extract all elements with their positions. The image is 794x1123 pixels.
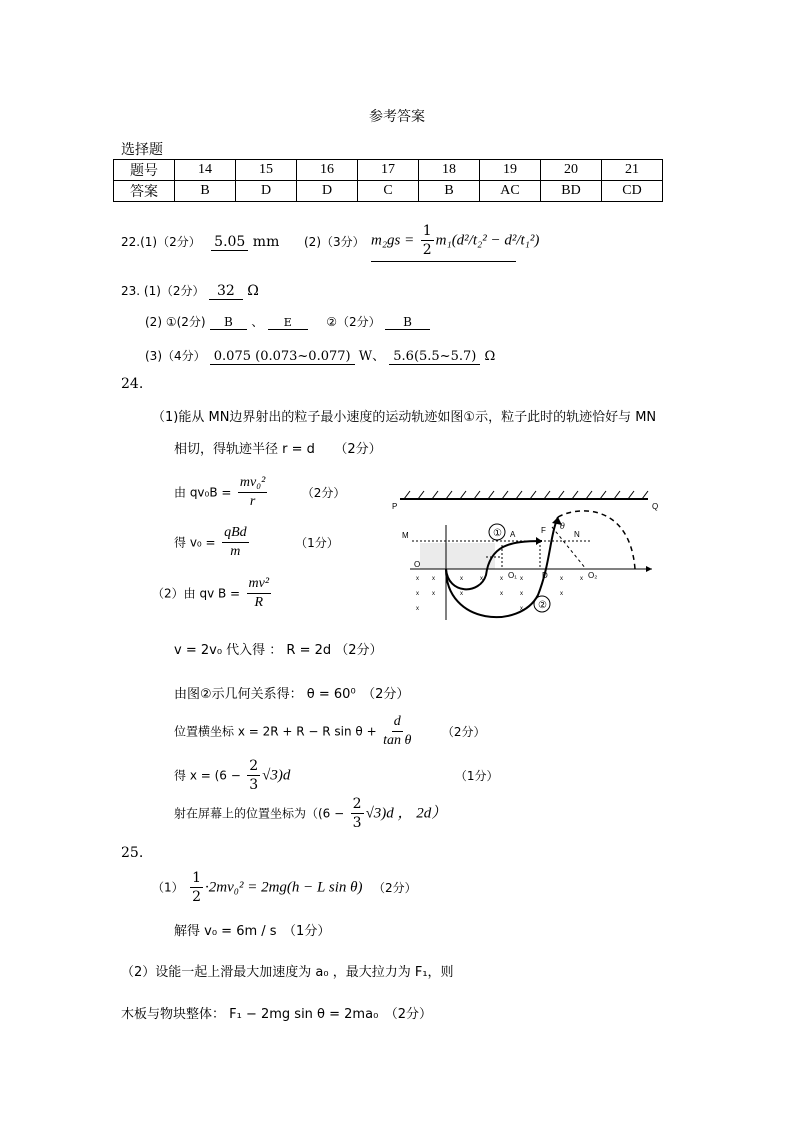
field-crosses	[416, 576, 583, 612]
q24-eq1-score: （2分）	[301, 485, 346, 500]
q24-eq2-fraction: $\frac{\text{qBd}}{m}$	[224, 525, 247, 559]
svg-text:x: x	[480, 576, 483, 582]
q24-p2-line2: v = 2v₀ 代入得 ： R = 2d （2分）	[174, 643, 383, 658]
q23-line3-unit: Ω	[484, 349, 496, 364]
svg-text:x: x	[520, 606, 523, 612]
label-O1: O₁	[508, 571, 517, 580]
svg-text:x: x	[580, 576, 583, 582]
table-cell: B	[419, 181, 480, 202]
q23-line1-value: 32	[209, 283, 243, 300]
table-cell: 20	[541, 160, 602, 181]
label-M: M	[402, 531, 409, 540]
label-theta: θ	[560, 522, 565, 531]
q24-p2-line6	[174, 795, 446, 832]
q24-p2-eq	[152, 575, 273, 612]
q22-line	[121, 233, 279, 251]
table-cell: C	[358, 181, 419, 202]
table-row-numbers	[114, 160, 663, 181]
svg-text:x: x	[416, 606, 419, 612]
q24-p2-line4-prefix: 位置横坐标 x = 2R + R − R sin θ +	[174, 724, 377, 739]
q24-eq1-prefix: 由 qv₀B =	[174, 485, 232, 500]
label-N: N	[574, 530, 580, 539]
trajectory-1-arrow	[536, 537, 542, 545]
q24-p2-line4-score: （2分）	[441, 724, 486, 739]
table-cell: 16	[297, 160, 358, 181]
q25-p1-equation: ·2mv₀² = 2mg(h − L sin θ)	[205, 879, 363, 896]
svg-text:x: x	[560, 576, 563, 582]
svg-text:x: x	[460, 591, 463, 597]
q24-p2-fraction: $\frac{\text{mv²}}{R}$	[248, 576, 270, 610]
q25-p1-eq	[152, 869, 417, 906]
table-cell: B	[175, 181, 236, 202]
helper-line-radius	[552, 527, 586, 569]
circle-label-1: ①	[493, 528, 502, 539]
page-title: 参考答案	[369, 109, 425, 125]
q22-half-fraction: $\frac{1}{2}$	[422, 223, 432, 258]
q25-p1-score: （2分）	[372, 880, 417, 895]
q24-eq1-fraction: $\frac{\text{mv₀²}}{r}$	[239, 475, 266, 509]
q24-p2-line5-suffix: √3)d	[262, 767, 291, 784]
q22-part2-label: (2)（3分）	[304, 235, 365, 249]
q23-line1-prefix: 23. (1)（2分）	[121, 284, 205, 298]
q24-p2-line5-prefix: 得 x = (6 −	[174, 768, 241, 783]
table-cell: 21	[602, 160, 663, 181]
table-cell: 19	[480, 160, 541, 181]
table-cell: D	[297, 181, 358, 202]
table-cell: 14	[175, 160, 236, 181]
q22-prefix: 22.(1)（2分）	[121, 235, 201, 249]
row-label-answers: 答案	[114, 181, 175, 202]
svg-text:x: x	[460, 576, 463, 582]
table-cell: AC	[480, 181, 541, 202]
row-label-numbers: 题号	[114, 160, 175, 181]
label-P: P	[392, 502, 398, 511]
x-axis-arrow	[646, 566, 652, 572]
q22-part2	[304, 233, 365, 250]
q24-eq1	[174, 474, 345, 511]
q22-formula-lhs: m₂gs =	[371, 232, 415, 249]
q24-p2-line6-fraction: $\frac{2}{3}$	[352, 796, 362, 831]
svg-text:x: x	[520, 576, 523, 582]
section-choice-label: 选择题	[121, 142, 163, 158]
q24-p2-line5-fraction: $\frac{2}{3}$	[249, 758, 259, 793]
label-D: D	[542, 571, 548, 580]
svg-text:x: x	[560, 591, 563, 597]
svg-text:x: x	[416, 576, 419, 582]
svg-text:x: x	[500, 591, 503, 597]
q24-eq2-prefix: 得 v₀ =	[174, 535, 216, 550]
q24-trajectory-figure	[390, 485, 670, 635]
label-A: A	[510, 530, 516, 539]
answer-table	[113, 159, 663, 202]
q24-p1-line1: （1)能从 MN边界射出的粒子最小速度的运动轨迹如图①示，粒子此时的轨迹恰好与 MN	[152, 410, 657, 425]
table-cell: CD	[602, 181, 663, 202]
svg-text:x: x	[432, 576, 435, 582]
q22-formula	[371, 222, 540, 262]
q23-line2-answer-b: E	[268, 316, 308, 330]
q23-line2-answer-c: B	[385, 315, 430, 330]
q24-label: 24.	[121, 376, 144, 392]
q23-line3-answer-a: 0.075 (0.073~0.077)	[210, 349, 355, 365]
dashed-arc	[558, 511, 635, 569]
q25-p2: （2）设能一起上滑最大加速度为 a₀ ，最大拉力为 F₁，则	[121, 965, 454, 980]
q23-line1	[121, 282, 259, 300]
q24-p2-line6-suffix: √3)d ， 2d）	[365, 805, 447, 822]
q24-p2-prefix: （2）由 qv B =	[152, 586, 241, 601]
q24-eq2	[174, 524, 339, 561]
q23-line2	[145, 313, 430, 330]
q23-line1-unit: Ω	[247, 283, 259, 299]
q22-unit: mm	[252, 234, 280, 250]
q23-line2-sep: 、	[251, 315, 264, 329]
label-F: F	[541, 526, 546, 535]
q25-label: 25.	[121, 845, 144, 861]
svg-text:x: x	[432, 591, 435, 597]
label-O2: O₂	[588, 571, 598, 580]
q23-line3	[145, 345, 495, 365]
q24-p2-line5	[174, 757, 499, 794]
q24-p2-line4	[174, 713, 485, 750]
label-Q: Q	[652, 502, 659, 511]
q23-line3-prefix: (3)（4分）	[145, 349, 206, 363]
q25-p1-prefix: （1）	[152, 880, 184, 895]
table-cell: 17	[358, 160, 419, 181]
q22-formula-rhs: m₁(d²/t₂² − d²/t₁²)	[435, 232, 540, 249]
svg-text:x: x	[500, 576, 503, 582]
q25-p1-line2: 解得 v₀ = 6m / s （1分）	[174, 924, 331, 939]
circle-label-2: ②	[538, 600, 547, 611]
q23-line2-prefix: (2) ①(2分)	[145, 315, 206, 329]
svg-text:x: x	[416, 591, 419, 597]
q24-p2-line6-prefix: 射在屏幕上的位置坐标为（(6 −	[174, 806, 345, 821]
q24-p2-line3: 由图②示几何关系得： θ = 60⁰ （2分）	[174, 687, 410, 702]
q23-line2-answer-a: B	[210, 315, 247, 330]
q23-line3-mid: W、	[358, 349, 386, 364]
q24-p1-line2: 相切，得轨迹半径 r = d （2分）	[174, 442, 382, 457]
q25-p3: 木板与物块整体： F₁ − 2mg sin θ = 2ma₀ （2分）	[121, 1007, 433, 1022]
screen-hatch	[404, 491, 648, 499]
table-row-answers	[114, 181, 663, 202]
q25-p1-fraction: $\frac{1}{2}$	[192, 870, 202, 905]
q24-p2-line5-score: （1分）	[454, 768, 499, 783]
q24-eq2-score: （1分）	[295, 535, 339, 550]
q22-value: 5.05	[211, 234, 248, 251]
table-cell: 18	[419, 160, 480, 181]
label-O: O	[414, 560, 421, 569]
table-cell: 15	[236, 160, 297, 181]
table-cell: D	[236, 181, 297, 202]
q23-line2-mid: ②（2分）	[326, 315, 381, 329]
svg-text:x: x	[520, 591, 523, 597]
table-cell: BD	[541, 181, 602, 202]
q23-line3-answer-b: 5.6(5.5~5.7)	[389, 349, 480, 365]
field-region	[420, 543, 495, 569]
q24-p2-line4-fraction: $\frac{d}{\text{tan θ}}$	[383, 714, 412, 748]
